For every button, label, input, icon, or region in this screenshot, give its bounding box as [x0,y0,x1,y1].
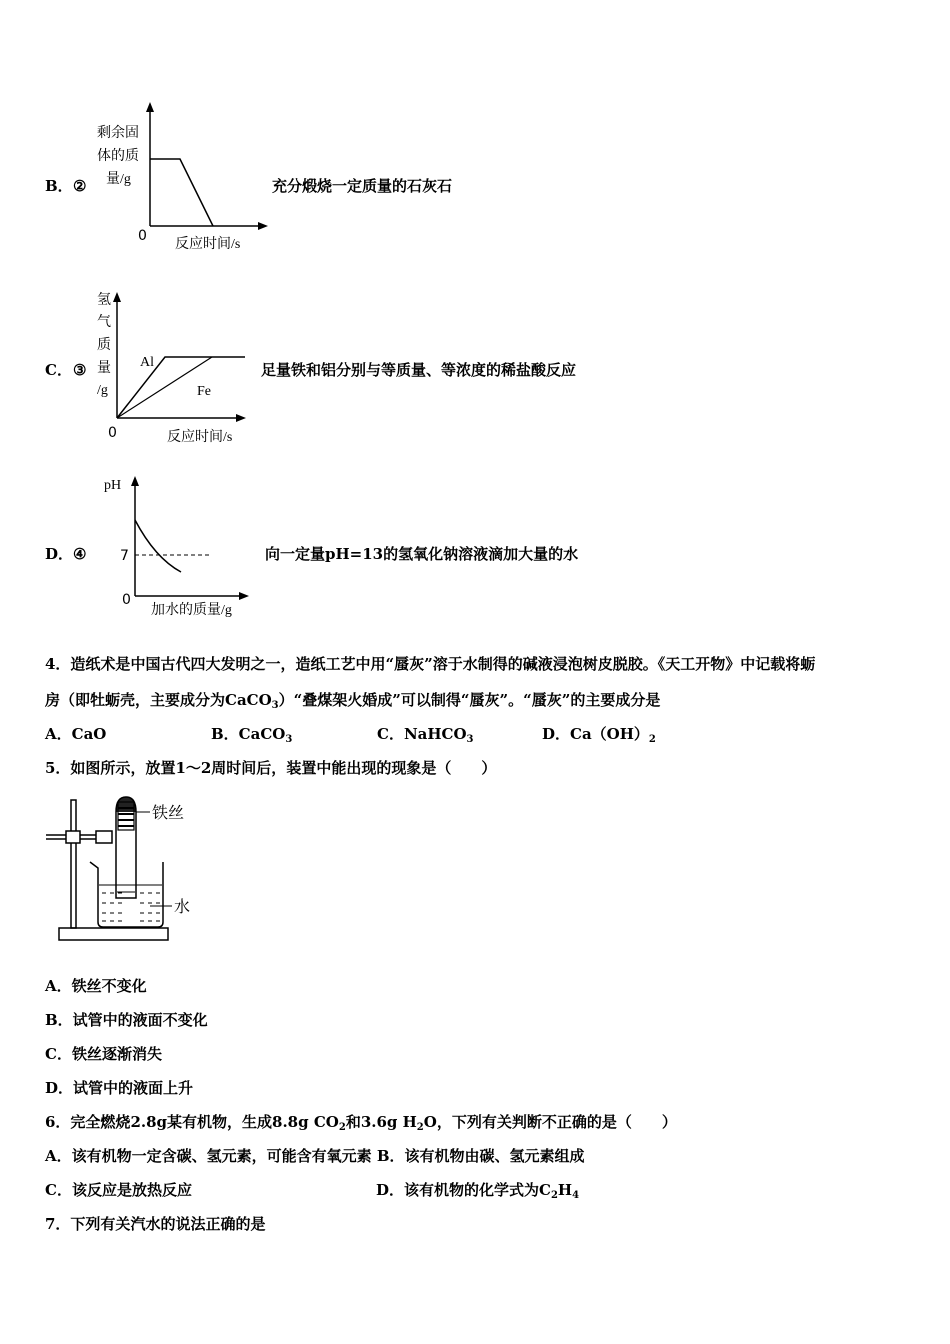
q4-option-a: A．CaO [45,725,107,743]
q4-option-b: B．CaCO$_3$ [211,725,293,745]
graph-d-origin: 0 [122,592,131,608]
option-b-description: 充分煅烧一定质量的石灰石 [272,177,453,195]
option-c-description: 足量铁和铝分别与等质量、等浓度的稀盐酸反应 [261,361,577,379]
graph-c-origin: 0 [108,425,117,441]
graph-d-tick-7: 7 [120,548,129,564]
graph-c-ylabel-2: 气 [97,315,111,330]
q5-label-iron-wire: 铁丝 [152,805,185,822]
graph-c-ylabel-4: 量 [97,361,111,376]
q5-option-c: C．铁丝逐渐消失 [45,1045,162,1063]
graph-b-ylabel-2: 体的质 [97,149,139,164]
q7-stem: 7．下列有关汽水的说法正确的是 [45,1215,266,1233]
graph-d-xlabel: 加水的质量/g [151,603,232,618]
option-b-letter: B． [45,177,73,195]
option-d-number: ④ [73,545,87,563]
q5-stem: 5．如图所示，放置1～2周时间后，装置中能出现的现象是（ ） [45,759,497,777]
q6-option-d: D．该有机物的化学式为$C_2H_4$ [376,1181,580,1201]
option-c-letter: C． [45,361,72,379]
q4-stem-line2: 房（即牡蛎壳，主要成分为CaCO$_3$）“叠煤架火婚成”可以制得“蜃灰”。“蜃灰”的主要成分是 [45,691,661,711]
graph-b-origin: 0 [138,228,147,244]
q5-option-b: B．试管中的液面不变化 [45,1011,208,1029]
q6-option-c: C．该反应是放热反应 [45,1181,192,1199]
graph-b-ylabel-1: 剩余固 [97,126,139,141]
graph-b-xlabel: 反应时间/s [175,237,241,252]
graph-d-ylabel: pH [104,478,122,493]
option-d-letter: D． [45,545,74,563]
graph-c-ylabel-3: 质 [97,338,111,353]
graph-c-label-fe: Fe [197,384,211,399]
q5-label-water: 水 [174,899,191,916]
q6-stem: 6．完全燃烧2.8g某有机物，生成8.8g $CO_2$和3.6g $H_2O$，下列有关判断不正确的是（ ） [45,1113,677,1133]
q6-options-ab: A．该有机物一定含碳、氢元素，可能含有氧元素 B．该有机物由碳、氢元素组成 [45,1147,585,1165]
option-d-description: 向一定量pH=13的氢氧化钠溶液滴加大量的水 [265,545,579,563]
q4-option-c: C．NaHCO$_3$ [377,725,474,745]
graph-c-ylabel-1: 氢 [97,293,111,308]
option-c-number: ③ [73,361,87,379]
q4-option-d: D．$Ca(OH)_2$ [542,725,656,745]
graph-c-xlabel: 反应时间/s [167,430,233,445]
q4-stem-line1: 4．造纸术是中国古代四大发明之一，造纸工艺中用“蜃灰”溶于水制得的碱液浸泡树皮脱胶。《天工开物》中记载将蛎 [45,655,816,673]
graph-b-ylabel-3: 量/g [106,172,131,187]
option-b-number: ② [73,177,87,195]
graph-c-ylabel-5: /g [97,383,108,398]
q5-option-a: A．铁丝不变化 [45,977,147,995]
graph-c-label-al: Al [140,355,154,370]
q5-option-d: D．试管中的液面上升 [45,1079,194,1097]
